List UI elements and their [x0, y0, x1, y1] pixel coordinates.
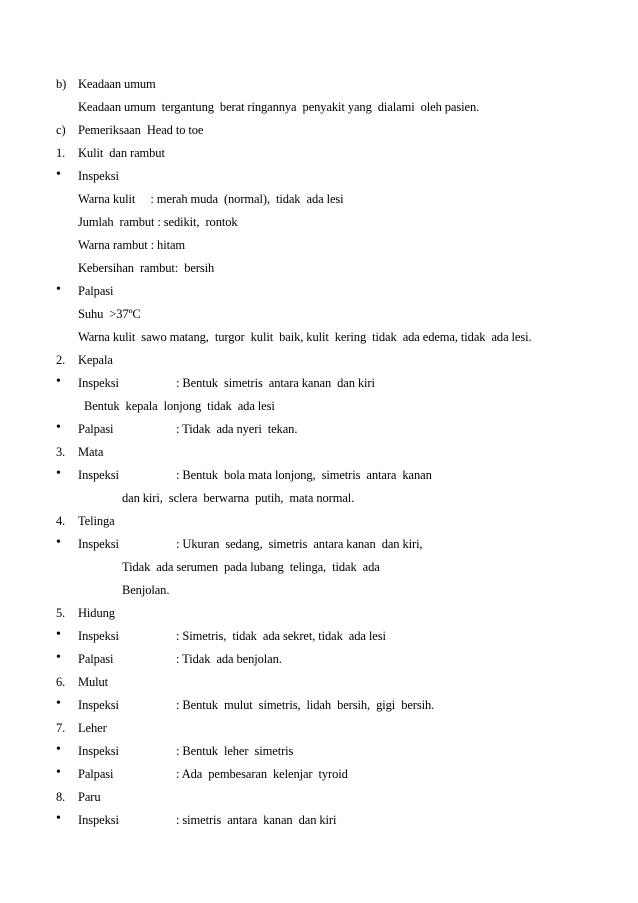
- list-heading: Paru: [78, 790, 101, 804]
- exam-value: : Ada pembesaran kelenjar tyroid: [176, 767, 348, 781]
- list-heading: Kulit dan rambut: [78, 146, 165, 160]
- paragraph-line: Bentuk kepala lonjong tidak ada lesi: [84, 399, 275, 413]
- exam-label: Palpasi: [78, 652, 114, 666]
- exam-value: : Tidak ada nyeri tekan.: [176, 422, 298, 436]
- exam-label: Palpasi: [78, 284, 114, 298]
- bullet-icon: •: [56, 742, 61, 757]
- paragraph-line: Benjolan.: [122, 583, 170, 597]
- exam-label: Palpasi: [78, 767, 114, 781]
- exam-label: Inspeksi: [78, 537, 119, 551]
- paragraph-line: Warna kulit : merah muda (normal), tidak ada lesi: [78, 192, 344, 206]
- list-number: 1.: [56, 146, 66, 160]
- bullet-icon: •: [56, 765, 61, 780]
- list-heading: Mata: [78, 445, 104, 459]
- exam-value: : Simetris, tidak ada sekret, tidak ada lesi: [176, 629, 386, 643]
- section-heading: Keadaan umum: [78, 77, 156, 91]
- section-marker: c): [56, 123, 66, 137]
- bullet-icon: •: [56, 420, 61, 435]
- list-heading: Mulut: [78, 675, 109, 689]
- exam-value: : Ukuran sedang, simetris antara kanan dan kiri,: [176, 537, 423, 551]
- bullet-icon: •: [56, 535, 61, 550]
- list-number: 2.: [56, 353, 66, 367]
- list-number: 8.: [56, 790, 66, 804]
- paragraph-line: Warna kulit sawo matang, turgor kulit baik, kulit kering tidak ada edema, tidak ada lesi.: [78, 330, 532, 344]
- paragraph-line: Tidak ada serumen pada lubang telinga, tidak ada: [122, 560, 380, 574]
- exam-label: Inspeksi: [78, 629, 119, 643]
- exam-value: : Bentuk leher simetris: [176, 744, 294, 758]
- list-number: 6.: [56, 675, 66, 689]
- exam-value: : Bentuk simetris antara kanan dan kiri: [176, 376, 375, 390]
- paragraph-line: Jumlah rambut : sedikit, rontok: [78, 215, 238, 229]
- list-heading: Hidung: [78, 606, 115, 620]
- list-heading: Kepala: [78, 353, 113, 367]
- bullet-icon: •: [56, 696, 61, 711]
- exam-label: Inspeksi: [78, 698, 119, 712]
- exam-value: : Bentuk mulut simetris, lidah bersih, gigi bersih.: [176, 698, 435, 712]
- exam-label: Inspeksi: [78, 813, 119, 827]
- bullet-icon: •: [56, 650, 61, 665]
- list-heading: Telinga: [78, 514, 115, 528]
- paragraph-line: Keadaan umum tergantung berat ringannya penyakit yang dialami oleh pasien.: [78, 100, 480, 114]
- bullet-icon: •: [56, 167, 61, 182]
- paragraph-line: Kebersihan rambut: bersih: [78, 261, 215, 275]
- exam-label: Inspeksi: [78, 744, 119, 758]
- paragraph-line: Warna rambut : hitam: [78, 238, 186, 252]
- exam-label: Inspeksi: [78, 169, 119, 183]
- bullet-icon: •: [56, 466, 61, 481]
- exam-value: : Bentuk bola mata lonjong, simetris antara kanan: [176, 468, 432, 482]
- section-marker: b): [56, 77, 67, 91]
- section-heading: Pemeriksaan Head to toe: [78, 123, 204, 137]
- list-number: 3.: [56, 445, 66, 459]
- list-number: 7.: [56, 721, 66, 735]
- exam-value: : Tidak ada benjolan.: [176, 652, 282, 666]
- paragraph-line: dan kiri, sclera berwarna putih, mata normal.: [122, 491, 355, 505]
- bullet-icon: •: [56, 627, 61, 642]
- paragraph-line: Suhu >37ºC: [78, 307, 141, 321]
- bullet-icon: •: [56, 282, 61, 297]
- exam-label: Inspeksi: [78, 376, 119, 390]
- exam-value: : simetris antara kanan dan kiri: [176, 813, 337, 827]
- bullet-icon: •: [56, 811, 61, 826]
- list-number: 4.: [56, 514, 66, 528]
- list-heading: Leher: [78, 721, 107, 735]
- bullet-icon: •: [56, 374, 61, 389]
- list-number: 5.: [56, 606, 66, 620]
- exam-label: Inspeksi: [78, 468, 119, 482]
- exam-label: Palpasi: [78, 422, 114, 436]
